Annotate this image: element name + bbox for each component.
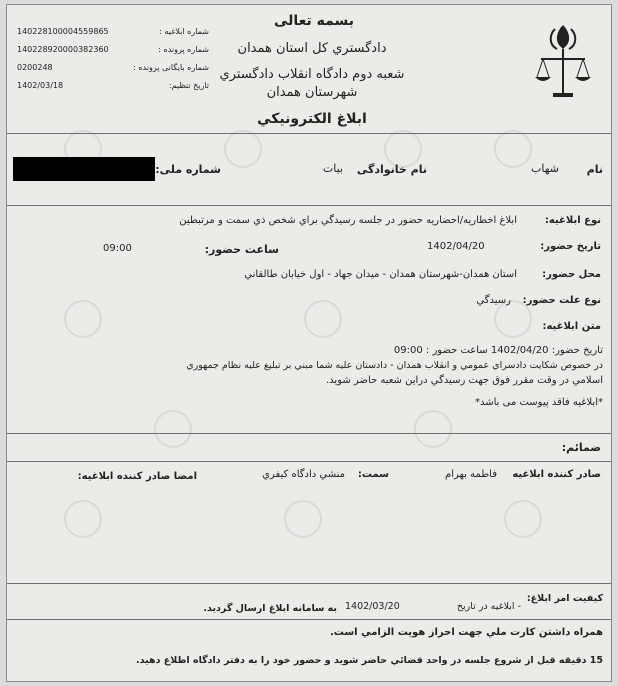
divider	[7, 205, 611, 206]
place-value: استان همدان-شهرستان همدان - ميدان جهاد - اول خيابان طالقاني	[244, 269, 517, 280]
meta-value: 0200248	[17, 63, 53, 72]
divider	[7, 433, 611, 434]
divider	[7, 133, 611, 134]
notice-document	[6, 4, 612, 682]
watermark-logo	[477, 495, 569, 555]
national-id-redaction	[13, 157, 155, 181]
signature-label: امضا صادر کننده ابلاغیه:	[77, 471, 197, 482]
footer-note: همراه داشتن كارت ملي جهت احراز هويت الزامي است.	[329, 627, 603, 638]
watermark-logo	[197, 125, 289, 185]
role-label: سمت:	[357, 469, 389, 480]
branch-title: شعبه دوم دادگاه انقلاب دادگستري	[219, 67, 405, 82]
delivery-suffix: به سامانه ابلاغ ارسال گردید.	[203, 603, 337, 614]
meta-label: شماره ابلاغیه :	[159, 27, 209, 36]
delivery-prefix: - ابلاغیه در تاریخ	[456, 601, 521, 612]
time-label: ساعت حضور:	[204, 243, 279, 256]
notice-type-value: ابلاغ اخطاريه/احضاريه حضور در جلسه رسيدگي براي شخص ذي سمت و مرتبطين	[179, 215, 517, 226]
name-value: شهاب	[531, 162, 559, 175]
divider	[7, 619, 611, 620]
meta-value: 140228100004559865	[17, 27, 109, 36]
time-value: 09:00	[103, 243, 132, 254]
meta-label: تاریخ تنظیم:	[168, 81, 209, 90]
divider	[7, 583, 611, 584]
date-value: 1402/04/20	[427, 241, 485, 252]
date-label: تاریخ حضور:	[540, 241, 601, 252]
watermark-logo	[37, 295, 129, 355]
issuer-label: صادر كننده ابلاغيه	[512, 469, 601, 480]
reason-label: نوع علت حضور:	[522, 295, 601, 306]
watermark-logo	[357, 125, 449, 185]
notice-text-line: *ابلاغیه فاقد پیوست می باشد*	[474, 397, 603, 408]
watermark-logo	[257, 495, 349, 555]
iran-judiciary-emblem-icon	[533, 19, 593, 103]
delivery-label: کیفیت امر ابلاغ:	[526, 593, 603, 604]
delivery-date: 1402/03/20	[345, 601, 400, 612]
notice-text-label: متن ابلاغیه:	[542, 321, 601, 332]
family-label: نام خانوادگی	[356, 163, 427, 176]
meta-value: 140228920000382360	[17, 45, 109, 54]
page-title: ابلاغ الكترونيكي	[257, 111, 367, 127]
family-value: بیات	[322, 162, 343, 175]
notice-text-line: اسلامي در وقت مقرر فوق جهت رسيدگي دراين شعبه حاضر شويد.	[326, 375, 603, 386]
divider	[7, 461, 611, 462]
notice-text-line: در خصوص شكايت دادسراي عمومي و انقلاب همدان - دادستان عليه شما مبني بر تبليغ عليه نظام جمهوري	[186, 360, 603, 371]
role-value: منشي دادگاه كيفري	[262, 469, 345, 480]
notice-text-line: تاريخ حضور: 1402/04/20 ساعت حضور : 09:00	[393, 345, 603, 356]
attachments-label: ضمائم:	[561, 441, 601, 454]
watermark-logo	[37, 495, 129, 555]
bismillah: بسمه تعالی	[273, 13, 355, 29]
city-title: شهرستان همدان	[266, 85, 358, 100]
name-label: نام	[586, 163, 603, 176]
watermark-logo	[387, 405, 479, 465]
national-id-label: شماره ملی:	[155, 163, 221, 176]
watermark-logo	[467, 125, 559, 185]
meta-value: 1402/03/18	[17, 81, 64, 90]
issuer-name: فاطمه بهرام	[445, 469, 497, 480]
reason-value: رسيدگي	[476, 295, 511, 306]
meta-label: شماره پرونده :	[158, 45, 209, 54]
notice-type-label: نوع ابلاغیه:	[544, 215, 601, 226]
place-label: محل حضور:	[542, 269, 601, 280]
meta-label: شماره بایگانی پرونده :	[133, 63, 209, 72]
watermark-logo	[127, 405, 219, 465]
footer-note: 15 دقيقه قبل از شروع جلسه در واحد قضائي حاضر شويد و حضور خود را به دفتر دادگاه اطلاع دهيد.	[136, 655, 603, 666]
org-title: دادگستري كل استان همدان	[237, 41, 387, 56]
